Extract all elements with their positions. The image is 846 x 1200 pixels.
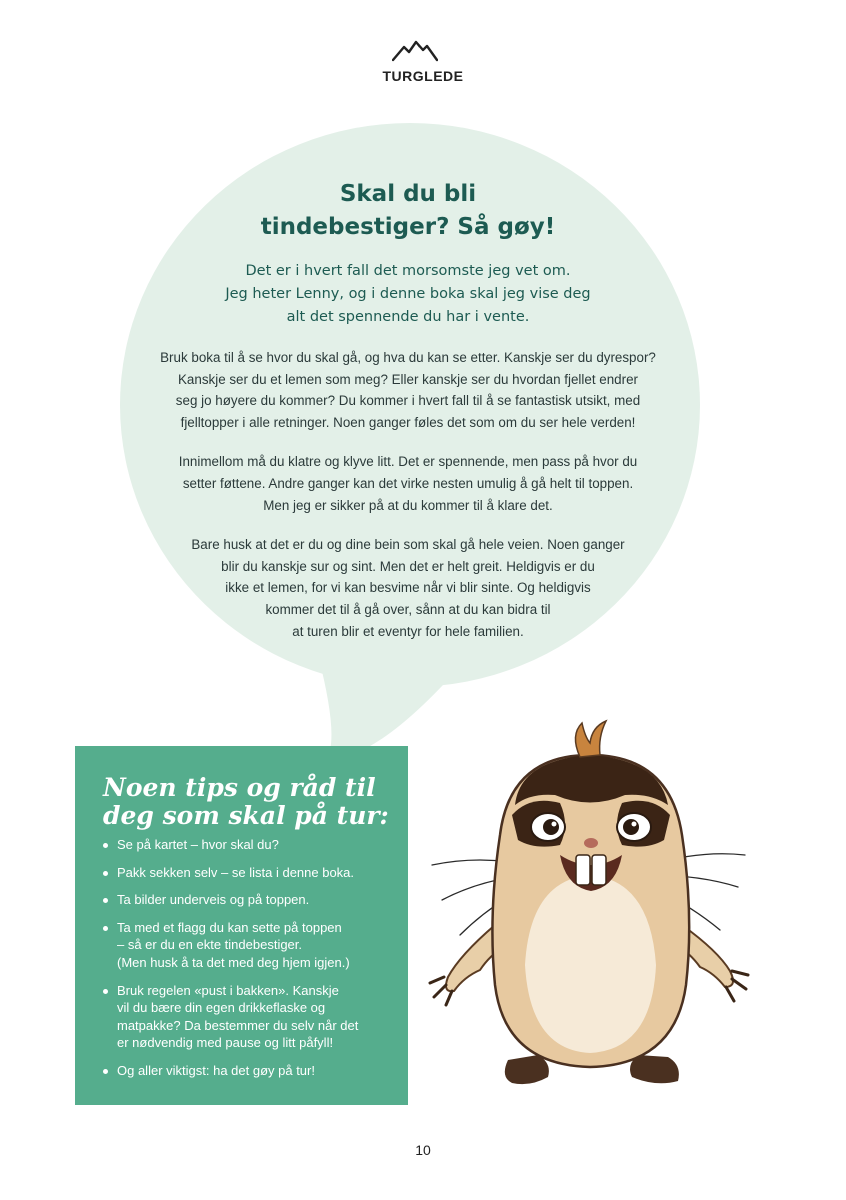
- paragraph-line: Bruk boka til å se hvor du skal gå, og hva du kan se etter. Kanskje ser du dyrespor?: [160, 350, 656, 365]
- tip-line: Ta bilder underveis og på toppen.: [117, 892, 310, 908]
- tip-item: [103, 1062, 390, 1080]
- page-number: 10: [415, 1142, 431, 1158]
- paragraph-line: Bare husk at det er du og dine bein som skal gå hele veien. Noen ganger: [191, 537, 625, 553]
- tip-item: [103, 864, 390, 882]
- paragraph-line: seg jo høyere du kommer? Du kommer i hvert fall til å se fantastisk utsikt, med: [175, 393, 641, 409]
- tips-list: [103, 836, 390, 1080]
- lemming-icon: [420, 715, 765, 1100]
- paragraph-line: kommer det til å gå over, sånn at du kan bidra til: [265, 601, 551, 617]
- tip-line: matpakke? Da bestemmer du selv når det: [117, 1017, 359, 1033]
- paragraph-line: Kanskje ser du et lemen som meg? Eller kanskje ser du hvordan fjellet endrer: [178, 371, 638, 387]
- speech-bubble-text: [150, 178, 666, 642]
- bubble-paragraph-2: [150, 451, 666, 516]
- section-label: TURGLEDE: [382, 68, 464, 84]
- tip-item: [103, 836, 390, 854]
- intro-line: alt det spennende du har i vente.: [286, 309, 530, 325]
- intro-line: Jeg heter Lenny, og i denne boka skal jeg vise deg: [225, 286, 591, 302]
- paragraph-line: Men jeg er sikker på at du kommer til å klare det.: [263, 497, 553, 513]
- tips-title-line-2: deg som skal på tur:: [103, 801, 389, 830]
- tip-line: vil du bære din egen drikkeflaske og: [117, 1000, 326, 1016]
- tip-line: Ta med et flagg du kan sette på toppen: [117, 919, 342, 935]
- tip-item: [103, 891, 390, 909]
- intro-line: Det er i hvert fall det morsomste jeg vet om.: [245, 263, 571, 279]
- tip-line: Bruk regelen «pust i bakken». Kanskje: [117, 982, 339, 998]
- paragraph-line: fjelltopper i alle retninger. Noen ganger føles det som om du ser hele verden!: [180, 414, 636, 430]
- tip-line: Pakk sekken selv – se lista i denne boka.: [117, 864, 355, 880]
- bubble-title-line-2: tindebestiger? Så gøy!: [260, 214, 556, 240]
- bubble-title-line-1: Skal du bli: [339, 181, 477, 207]
- tip-line: er nødvendig med pause og litt påfyll!: [117, 1035, 334, 1051]
- tip-line: Og aller viktigst: ha det gøy på tur!: [117, 1062, 315, 1078]
- paragraph-line: ikke et lemen, for vi kan besvime når vi blir sinte. Og heldigvis: [225, 580, 591, 596]
- paragraph-line: blir du kanskje sur og sint. Men det er helt greit. Heldigvis er du: [221, 558, 595, 574]
- tip-item: [103, 919, 390, 972]
- tips-box: [75, 746, 408, 1105]
- tip-line: (Men husk å ta det med deg hjem igjen.): [117, 954, 350, 970]
- tip-item: [103, 982, 390, 1052]
- paragraph-line: Innimellom må du klatre og klyve litt. Det er spennende, men pass på hvor du: [178, 454, 638, 470]
- paragraph-line: setter føttene. Andre ganger kan det virke nesten umulig å gå helt til toppen.: [182, 475, 634, 491]
- tips-title-line-1: Noen tips og råd til: [103, 773, 376, 802]
- paragraph-line: at turen blir et eventyr for hele familien.: [292, 623, 524, 639]
- bubble-intro: [150, 260, 666, 329]
- tip-line: – så er du en ekte tindebestiger.: [117, 937, 303, 953]
- bubble-paragraph-1: [150, 347, 666, 433]
- bubble-paragraph-3: [150, 534, 666, 642]
- tips-title: [103, 774, 390, 830]
- bubble-title: [150, 178, 666, 244]
- tip-line: Se på kartet – hvor skal du?: [117, 837, 279, 852]
